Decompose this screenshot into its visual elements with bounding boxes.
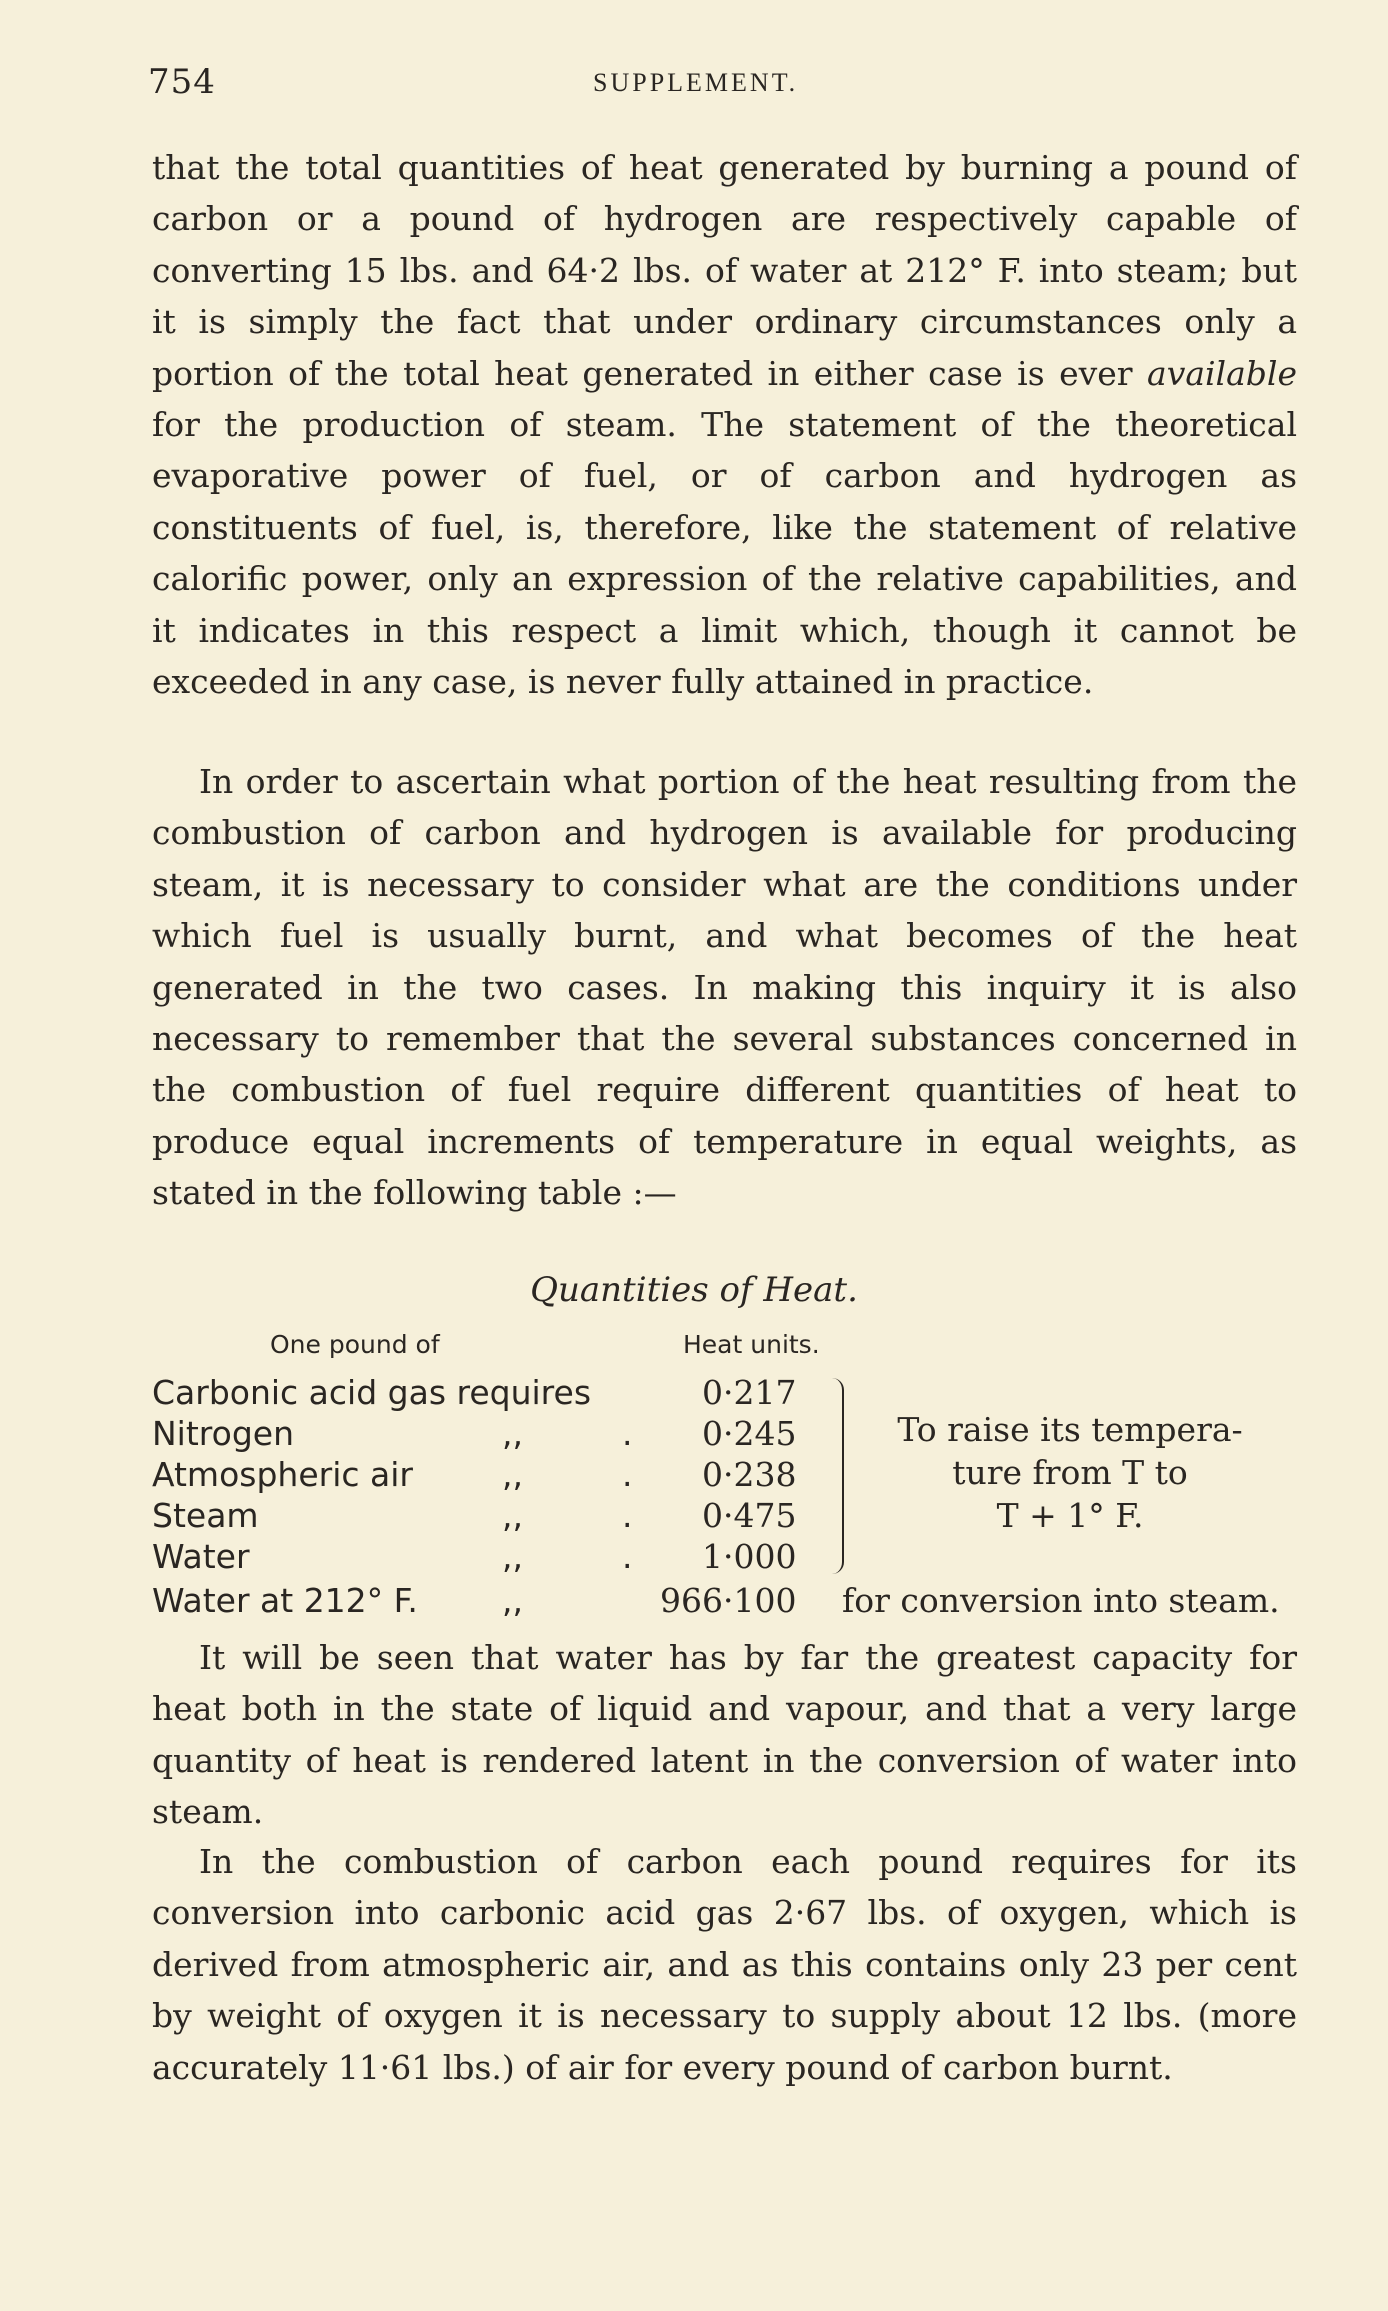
running-head: SUPPLEMENT. bbox=[593, 68, 799, 97]
paragraph-2: In order to ascertain what portion of the heat resulting from the combustion of carbon and hydrogen is available for producing steam, it is necessary to consider what are the conditions under which fuel is usually burnt, and what becomes of the heat generated in the two cases. In making this inquiry it is also necessary to remember that the several substances concerned in the combustion of fuel require different quantities of heat to produce equal increments of temperature in equal weights, as stated in the following table :— bbox=[152, 762, 1297, 1213]
table-row bbox=[152, 1537, 1302, 1581]
table-cell-heat-value: 0·475 bbox=[702, 1496, 797, 1535]
table-cell-ditto: ,, bbox=[502, 1537, 523, 1576]
page-header bbox=[148, 62, 1298, 112]
table-cell-substance: Water at 212° F. bbox=[152, 1581, 418, 1620]
table-cell-heat-value: 0·245 bbox=[702, 1414, 797, 1453]
table-column-header-substance: One pound of bbox=[270, 1330, 440, 1359]
paragraph-1: that the total quantities of heat generated by burning a pound of carbon or a pound of hydrogen are respectively capable of converting 15 lbs. and 64·2 lbs. of water at 212° F. into steam; but it is simply the fact that under ordinary circumstances only a portion of the total heat generated in either case is ever available for the production of steam. The statement of the theoretical evaporative power of fuel, or of carbon and hydrogen as constituents of fuel, is, therefore, like the statement of relative calorific power, only an expression of the relative capabilities, and it indicates in this respect a limit which, though it cannot be exceeded in any case, is never fully attained in practice. bbox=[152, 148, 1297, 702]
table-cell-heat-value: 966·100 bbox=[660, 1581, 797, 1620]
table-cell-substance: Water bbox=[152, 1537, 250, 1576]
table-cell-leader: . bbox=[622, 1496, 633, 1535]
table-cell-substance: Carbonic acid gas requires bbox=[152, 1373, 592, 1412]
paragraph-4: In the combustion of carbon each pound requires for its conversion into carbonic acid gas 2·67 lbs. of oxygen, which is derived from atmospheric air, and as this contains only 23 per cent by weight of oxygen it is necessary to supply about 12 lbs. (more accurately 11·61 lbs.) of air for every pound of carbon burnt. bbox=[152, 1842, 1297, 2087]
table-row bbox=[152, 1581, 1302, 1625]
table-cell-note: for conversion into steam. bbox=[842, 1581, 1280, 1620]
note-line: To raise its tempera- bbox=[897, 1410, 1243, 1449]
table-cell-leader: . bbox=[622, 1455, 633, 1494]
table-side-note bbox=[850, 1408, 1290, 1537]
table-cell-substance: Atmospheric air bbox=[152, 1455, 413, 1494]
paragraph-3: It will be seen that water has by far the greatest capacity for heat both in the state of liquid and vapour, and that a very large quantity of heat is rendered latent in the conversion of water into steam. bbox=[152, 1638, 1297, 1832]
table-cell-substance: Steam bbox=[152, 1496, 259, 1535]
table-title: Quantities of Heat. bbox=[530, 1270, 858, 1310]
table-brace bbox=[832, 1378, 844, 1574]
table-cell-substance: Nitrogen bbox=[152, 1414, 294, 1453]
table-cell-ditto: ,, bbox=[502, 1581, 523, 1620]
table-column-header-heat-units: Heat units. bbox=[683, 1330, 820, 1359]
table-cell-heat-value: 1·000 bbox=[702, 1537, 797, 1576]
table-cell-leader: . bbox=[622, 1537, 633, 1576]
emphasis-text: available bbox=[1147, 353, 1297, 393]
note-line: ture from T to bbox=[952, 1453, 1188, 1492]
page-number: 754 bbox=[148, 62, 216, 102]
table-cell-ditto: ,, bbox=[502, 1496, 523, 1535]
table-cell-heat-value: 0·238 bbox=[702, 1455, 797, 1494]
table-cell-heat-value: 0·217 bbox=[702, 1373, 797, 1412]
table-cell-leader: . bbox=[622, 1414, 633, 1453]
note-line: T + 1° F. bbox=[996, 1496, 1144, 1535]
table-cell-ditto: ,, bbox=[502, 1455, 523, 1494]
table-cell-ditto: ,, bbox=[502, 1414, 523, 1453]
